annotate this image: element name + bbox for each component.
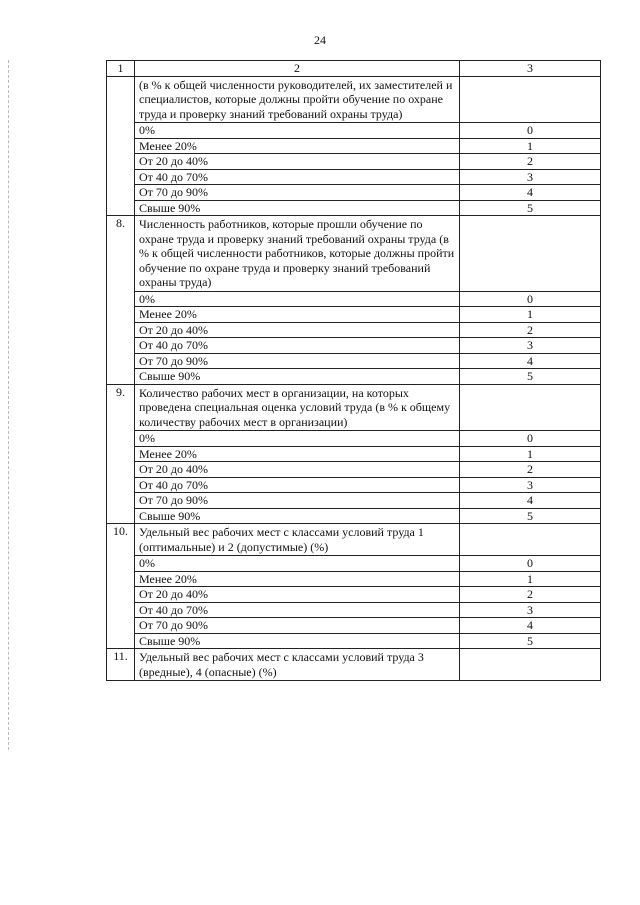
option-row — [107, 307, 601, 323]
scan-edge-line — [8, 60, 10, 750]
option-score: 4 — [460, 493, 601, 509]
option-score: 0 — [460, 431, 601, 447]
option-row — [107, 291, 601, 307]
option-score: 4 — [460, 185, 601, 201]
continuation-item-number — [107, 76, 135, 216]
option-label: От 40 до 70% — [135, 338, 460, 354]
option-row — [107, 138, 601, 154]
option-row — [107, 618, 601, 634]
option-label: От 20 до 40% — [135, 587, 460, 603]
criterion-item-row — [107, 216, 601, 292]
option-score: 5 — [460, 508, 601, 524]
option-row — [107, 322, 601, 338]
option-row — [107, 123, 601, 139]
option-label: От 70 до 90% — [135, 353, 460, 369]
option-label: Менее 20% — [135, 138, 460, 154]
option-label: Свыше 90% — [135, 200, 460, 216]
option-score: 1 — [460, 446, 601, 462]
option-score: 1 — [460, 138, 601, 154]
option-row — [107, 587, 601, 603]
option-label: Менее 20% — [135, 446, 460, 462]
option-score: 5 — [460, 633, 601, 649]
option-label: От 20 до 40% — [135, 154, 460, 170]
option-score: 4 — [460, 353, 601, 369]
option-label: От 70 до 90% — [135, 618, 460, 634]
option-row — [107, 338, 601, 354]
option-label: От 20 до 40% — [135, 322, 460, 338]
criterion-item-row — [107, 649, 601, 681]
criterion-item-score-blank — [460, 384, 601, 431]
option-row — [107, 169, 601, 185]
option-row — [107, 446, 601, 462]
option-score: 1 — [460, 571, 601, 587]
option-row — [107, 353, 601, 369]
option-row — [107, 633, 601, 649]
option-row — [107, 508, 601, 524]
option-score: 3 — [460, 477, 601, 493]
option-score: 3 — [460, 338, 601, 354]
option-label: От 40 до 70% — [135, 169, 460, 185]
criterion-item-description: Удельный вес рабочих мест с классами условий труда 3 (вредные), 4 (опасные) (%) — [135, 649, 460, 681]
option-score: 1 — [460, 307, 601, 323]
option-score: 2 — [460, 587, 601, 603]
criterion-item-description: Удельный вес рабочих мест с классами условий труда 1 (оптимальные) и 2 (допустимые) (%) — [135, 524, 460, 556]
option-row — [107, 154, 601, 170]
criteria-table — [106, 60, 601, 681]
criterion-item-score-blank — [460, 524, 601, 556]
criterion-item-number: 10. — [107, 524, 135, 649]
table-header-row — [107, 61, 601, 77]
option-score: 0 — [460, 556, 601, 572]
option-score: 2 — [460, 322, 601, 338]
header-col-2: 2 — [135, 61, 460, 77]
option-label: От 40 до 70% — [135, 602, 460, 618]
option-score: 3 — [460, 169, 601, 185]
option-row — [107, 462, 601, 478]
option-label: От 40 до 70% — [135, 477, 460, 493]
continuation-item-score-blank — [460, 76, 601, 123]
header-col-3: 3 — [460, 61, 601, 77]
criterion-item-row — [107, 384, 601, 431]
criterion-item-number: 8. — [107, 216, 135, 385]
criterion-item-number: 11. — [107, 649, 135, 681]
option-label: 0% — [135, 123, 460, 139]
option-score: 2 — [460, 462, 601, 478]
option-row — [107, 200, 601, 216]
option-score: 2 — [460, 154, 601, 170]
criteria-table-body — [107, 61, 601, 681]
option-score: 0 — [460, 291, 601, 307]
option-row — [107, 571, 601, 587]
criterion-item-number: 9. — [107, 384, 135, 524]
option-label: 0% — [135, 556, 460, 572]
page-number: 24 — [314, 33, 326, 47]
criterion-item-row — [107, 524, 601, 556]
criterion-item-description: Численность работников, которые прошли обучение по охране труда и проверку знаний требований охраны труда (в % к общей численности работников, которые должны пройти обучение по охране труда и проверку знаний требований охраны труда) — [135, 216, 460, 292]
option-label: Менее 20% — [135, 307, 460, 323]
option-label: Свыше 90% — [135, 369, 460, 385]
option-row — [107, 477, 601, 493]
criterion-item-score-blank — [460, 216, 601, 292]
option-score: 5 — [460, 369, 601, 385]
criterion-item-description: Количество рабочих мест в организации, на которых проведена специальная оценка условий труда (в % к общему количеству рабочих мест в организации) — [135, 384, 460, 431]
option-label: Свыше 90% — [135, 508, 460, 524]
option-row — [107, 602, 601, 618]
option-row — [107, 369, 601, 385]
option-row — [107, 185, 601, 201]
option-label: Менее 20% — [135, 571, 460, 587]
option-row — [107, 556, 601, 572]
option-score: 0 — [460, 123, 601, 139]
option-label: Свыше 90% — [135, 633, 460, 649]
criterion-item-score-blank — [460, 649, 601, 681]
option-score: 4 — [460, 618, 601, 634]
continuation-item-row — [107, 76, 601, 123]
option-label: 0% — [135, 431, 460, 447]
option-label: От 70 до 90% — [135, 493, 460, 509]
option-score: 5 — [460, 200, 601, 216]
option-score: 3 — [460, 602, 601, 618]
continuation-item-description: (в % к общей численности руководителей, их заместителей и специалистов, которые должны пройти обучение по охране труда и проверку знаний требований охраны труда) — [135, 76, 460, 123]
option-label: 0% — [135, 291, 460, 307]
option-row — [107, 493, 601, 509]
option-label: От 20 до 40% — [135, 462, 460, 478]
header-col-1: 1 — [107, 61, 135, 77]
option-label: От 70 до 90% — [135, 185, 460, 201]
option-row — [107, 431, 601, 447]
